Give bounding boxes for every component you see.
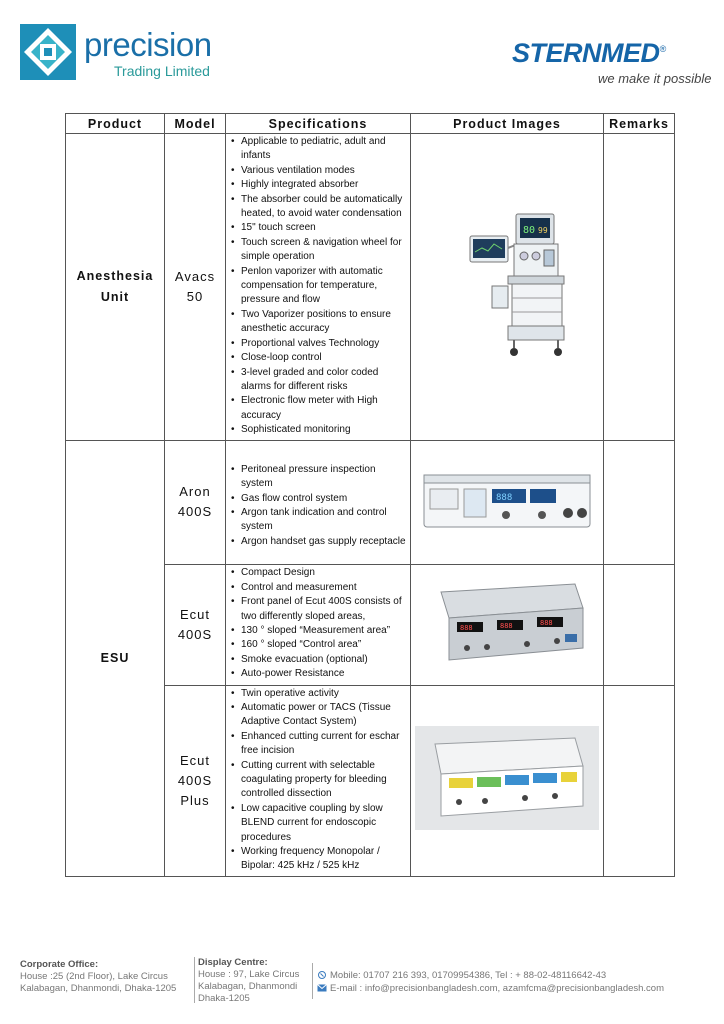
specs-aron-400s	[226, 440, 411, 564]
spec-item: • Enhanced cutting current for eschar free incision	[241, 730, 408, 759]
spec-item: • Sophisticated monitoring	[241, 423, 408, 437]
header-remarks: Remarks	[604, 114, 675, 134]
image-ecut-400s	[411, 564, 604, 685]
spec-item: • Penlon vaporizer with automatic compensation for temperature, pressure and flow	[241, 265, 408, 308]
spec-item: • Touch screen & navigation wheel for simple operation	[241, 236, 408, 265]
footer	[20, 955, 710, 1005]
header-product: Product	[66, 114, 165, 134]
spec-item: • Electronic flow meter with High accuracy	[241, 394, 408, 423]
svg-text:888: 888	[500, 622, 513, 631]
spec-item: • Front panel of Ecut 400S consists of two differently sloped areas,	[241, 595, 408, 624]
spec-item: • Argon tank indication and control system	[241, 506, 408, 535]
table-row-aron-400s	[66, 440, 675, 564]
spec-item: • 160 ° sloped “Control area”	[241, 638, 408, 652]
image-aron-400s	[411, 440, 604, 564]
model-label-line: 400S	[177, 772, 213, 788]
display-centre-line: Dhaka-1205	[198, 993, 250, 1004]
precision-logo-name: precision	[84, 26, 212, 63]
spec-item: • 130 ° sloped “Measurement area”	[241, 624, 408, 638]
model-ecut-400s	[165, 564, 226, 685]
email-text: E-mail : info@precisionbangladesh.com, azamfcma@precisionbangladesh.com	[330, 983, 665, 994]
spec-item: • Low capacitive coupling by slow BLEND current for endoscopic procedures	[241, 802, 408, 845]
corporate-office-title: Corporate Office:	[20, 959, 99, 970]
product-esu: ESU	[66, 440, 165, 876]
spec-item: • Various ventilation modes	[241, 164, 408, 178]
model-avacs-50: Avacs 50	[165, 134, 226, 441]
svg-text:80: 80	[523, 225, 536, 237]
display-centre-line: House : 97, Lake Circus	[198, 969, 300, 980]
spec-item: • Peritoneal pressure inspection system	[241, 463, 408, 492]
phone-icon	[317, 971, 327, 979]
specs-avacs-50	[226, 134, 411, 441]
product-anesthesia-unit	[66, 134, 165, 441]
phone-line	[317, 969, 717, 982]
spec-item: • Close-loop control	[241, 351, 408, 365]
header-model: Model	[165, 114, 226, 134]
spec-item: • Smoke evacuation (optional)	[241, 653, 408, 667]
display-centre-title: Display Centre:	[198, 957, 268, 968]
ecut-400s-plus-unit-image	[415, 726, 599, 830]
model-aron-400s	[165, 440, 226, 564]
table-row-anesthesia	[66, 134, 675, 441]
header-product-images: Product Images	[411, 114, 604, 134]
image-anesthesia-machine	[411, 134, 604, 441]
contact-info	[317, 969, 717, 995]
corporate-office-line: Kalabagan, Dhanmondi, Dhaka-1205	[20, 983, 177, 994]
corporate-office-line: House :25 (2nd Floor), Lake Circus	[20, 971, 168, 982]
product-label-line: Anesthesia	[76, 268, 154, 283]
spec-item: • 15" touch screen	[241, 221, 408, 235]
product-label-line: Unit	[100, 289, 130, 304]
spec-item: • 3-level graded and color coded alarms for different risks	[241, 366, 408, 395]
spec-item: • Working frequency Monopolar / Bipolar: 425 kHz / 525 kHz	[241, 845, 408, 874]
model-label-line: Ecut	[179, 752, 210, 768]
sternmed-tagline: we make it possible	[598, 71, 712, 86]
table-header-row	[66, 114, 675, 134]
specs-ecut-400s	[226, 564, 411, 685]
email-icon	[317, 984, 327, 992]
phone-text: Mobile: 01707 216 393, 01709954386, Tel : + 88-02-48116642-43	[330, 970, 607, 981]
svg-text:888: 888	[540, 619, 553, 628]
precision-logo	[18, 22, 218, 84]
model-label-line: 400S	[177, 504, 213, 520]
precision-logo-mark-icon	[18, 22, 78, 82]
product-table	[65, 113, 675, 877]
svg-text:99: 99	[538, 226, 548, 236]
specs-ecut-400s-plus	[226, 685, 411, 876]
spec-item: • Two Vaporizer positions to ensure anesthetic accuracy	[241, 308, 408, 337]
sternmed-logo-name: STERNMED®	[512, 38, 666, 68]
spec-item: • Control and measurement	[241, 581, 408, 595]
spec-item: • Applicable to pediatric, adult and infants	[241, 135, 408, 164]
image-ecut-400s-plus	[411, 685, 604, 876]
svg-text:888: 888	[496, 492, 513, 503]
corporate-office	[20, 959, 192, 995]
header-specifications: Specifications	[226, 114, 411, 134]
email-line	[317, 982, 717, 995]
spec-item: • Proportional valves Technology	[241, 337, 408, 351]
ecut-400s-unit-image	[427, 578, 587, 666]
spec-item: • Gas flow control system	[241, 492, 408, 506]
footer-divider	[194, 957, 195, 1003]
svg-text:888: 888	[460, 624, 473, 633]
model-label-line: 400S	[177, 626, 213, 642]
spec-item: • Compact Design	[241, 566, 408, 580]
spec-item: • Argon handset gas supply receptacle	[241, 535, 408, 549]
model-label-line: Aron	[179, 484, 211, 500]
model-label-line: Plus	[180, 792, 210, 808]
spec-item: • Twin operative activity	[241, 687, 408, 701]
spec-item: • Cutting current with selectable coagulating property for bleeding controlled dissection	[241, 759, 408, 802]
precision-logo-subtitle: Trading Limited	[114, 63, 210, 79]
footer-divider	[312, 963, 313, 999]
aron-400s-unit-image	[422, 469, 592, 531]
remarks-ecut-400s	[604, 564, 675, 685]
remarks-ecut-400s-plus	[604, 685, 675, 876]
display-centre	[198, 957, 313, 1005]
sternmed-logo	[512, 38, 712, 94]
model-label-line: Ecut	[179, 606, 210, 622]
spec-item: • Automatic power or TACS (Tissue Adaptive Contact System)	[241, 701, 408, 730]
spec-item: • Highly integrated absorber	[241, 178, 408, 192]
model-ecut-400s-plus	[165, 685, 226, 876]
spec-item: • Auto-power Resistance	[241, 667, 408, 681]
spec-item: • The absorber could be automatically heated, to avoid water condensation	[241, 193, 408, 222]
anesthesia-machine-image	[442, 204, 572, 364]
remarks-aron-400s	[604, 440, 675, 564]
display-centre-line: Kalabagan, Dhanmondi	[198, 981, 298, 992]
remarks-avacs-50	[604, 134, 675, 441]
